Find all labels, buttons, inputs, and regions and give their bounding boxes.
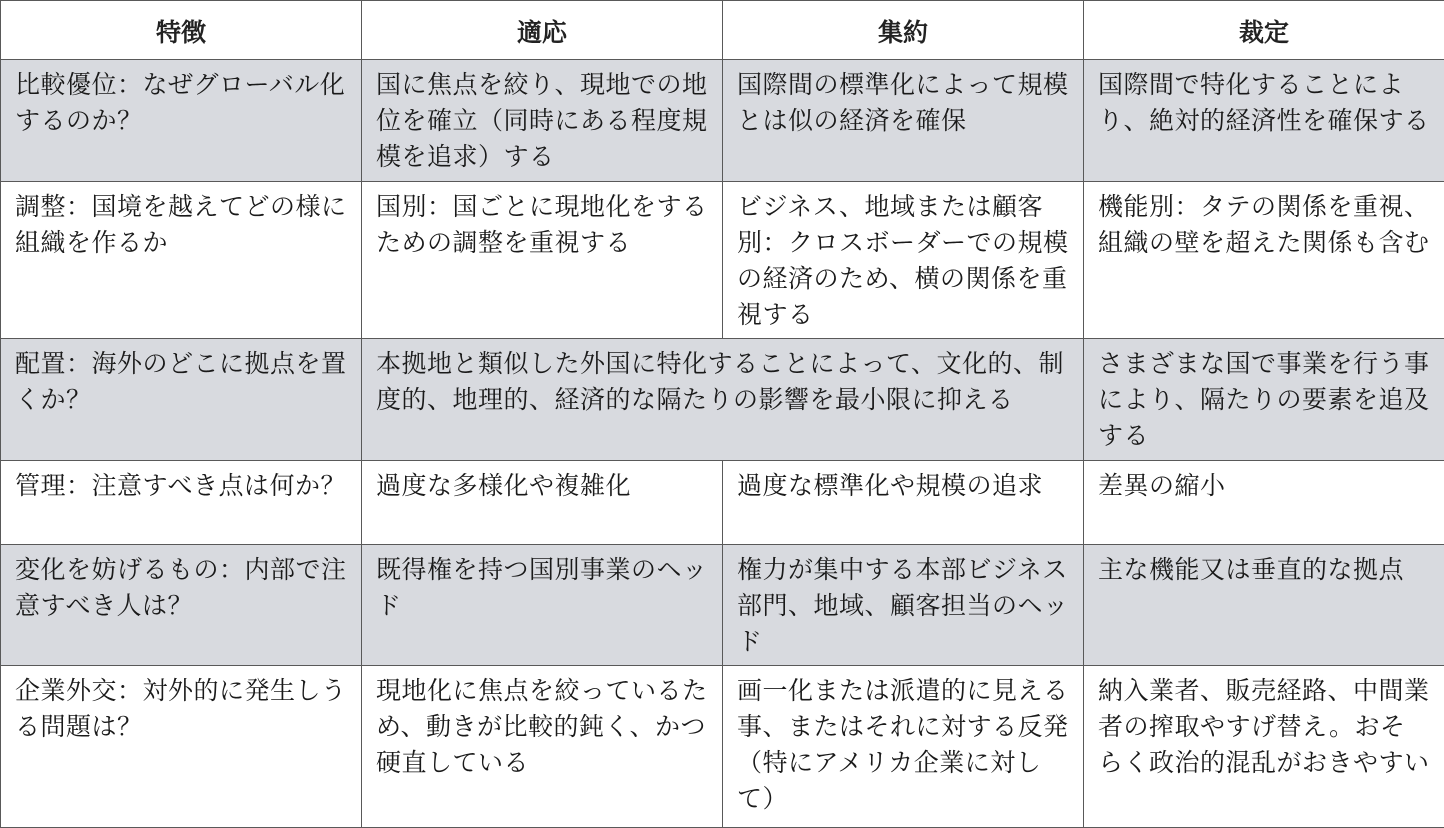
table-row	[1, 339, 1444, 461]
cell-arbitrage: 主な機能又は垂直的な拠点	[1084, 545, 1444, 666]
table-row	[1, 545, 1444, 666]
cell-arbitrage: さまざまな国で事業を行う事により、隔たりの要素を追及する	[1084, 339, 1444, 461]
cell-feature: 調整：国境を越えてどの様に組織を作るか	[1, 182, 362, 339]
cell-adapt: 国別：国ごとに現地化をするための調整を重視する	[362, 182, 723, 339]
cell-arbitrage: 機能別：タテの関係を重視、組織の壁を超えた関係も含む	[1084, 182, 1444, 339]
header-aggregate: 集約	[723, 1, 1084, 60]
cell-adapt: 国に焦点を絞り、現地での地位を確立（同時にある程度規模を追求）する	[362, 60, 723, 182]
cell-arbitrage: 国際間で特化することにより、絶対的経済性を確保する	[1084, 60, 1444, 182]
cell-adapt: 現地化に焦点を絞っているため、動きが比較的鈍く、かつ硬直している	[362, 666, 723, 828]
cell-aggregate: 権力が集中する本部ビジネス部門、地域、顧客担当のヘッド	[723, 545, 1084, 666]
cell-adapt-aggregate-merged: 本拠地と類似した外国に特化することによって、文化的、制度的、地理的、経済的な隔たりの影響を最小限に抑える	[362, 339, 1084, 461]
cell-feature: 企業外交：対外的に発生しうる問題は？	[1, 666, 362, 828]
cell-aggregate: 過度な標準化や規模の追求	[723, 461, 1084, 545]
table-row	[1, 60, 1444, 182]
cell-aggregate: 国際間の標準化によって規模とは似の経済を確保	[723, 60, 1084, 182]
cell-feature: 変化を妨げるもの：内部で注意すべき人は？	[1, 545, 362, 666]
table-row	[1, 182, 1444, 339]
cell-arbitrage: 差異の縮小	[1084, 461, 1444, 545]
header-feature: 特徴	[1, 1, 362, 60]
cell-aggregate: 画一化または派遣的に見える事、またはそれに対する反発（特にアメリカ企業に対して）	[723, 666, 1084, 828]
cell-feature: 配置：海外のどこに拠点を置くか？	[1, 339, 362, 461]
header-arbitrage: 裁定	[1084, 1, 1444, 60]
header-adapt: 適応	[362, 1, 723, 60]
table-row	[1, 461, 1444, 545]
cell-feature: 比較優位：なぜグローバル化するのか？	[1, 60, 362, 182]
cell-feature: 管理：注意すべき点は何か？	[1, 461, 362, 545]
header-row	[1, 1, 1444, 60]
cell-adapt: 過度な多様化や複雑化	[362, 461, 723, 545]
table-row	[1, 666, 1444, 828]
cell-adapt: 既得権を持つ国別事業のヘッド	[362, 545, 723, 666]
cell-arbitrage: 納入業者、販売経路、中間業者の搾取やすげ替え。おそらく政治的混乱がおきやすい	[1084, 666, 1444, 828]
cell-aggregate: ビジネス、地域または顧客別：クロスボーダーでの規模の経済のため、横の関係を重視する	[723, 182, 1084, 339]
